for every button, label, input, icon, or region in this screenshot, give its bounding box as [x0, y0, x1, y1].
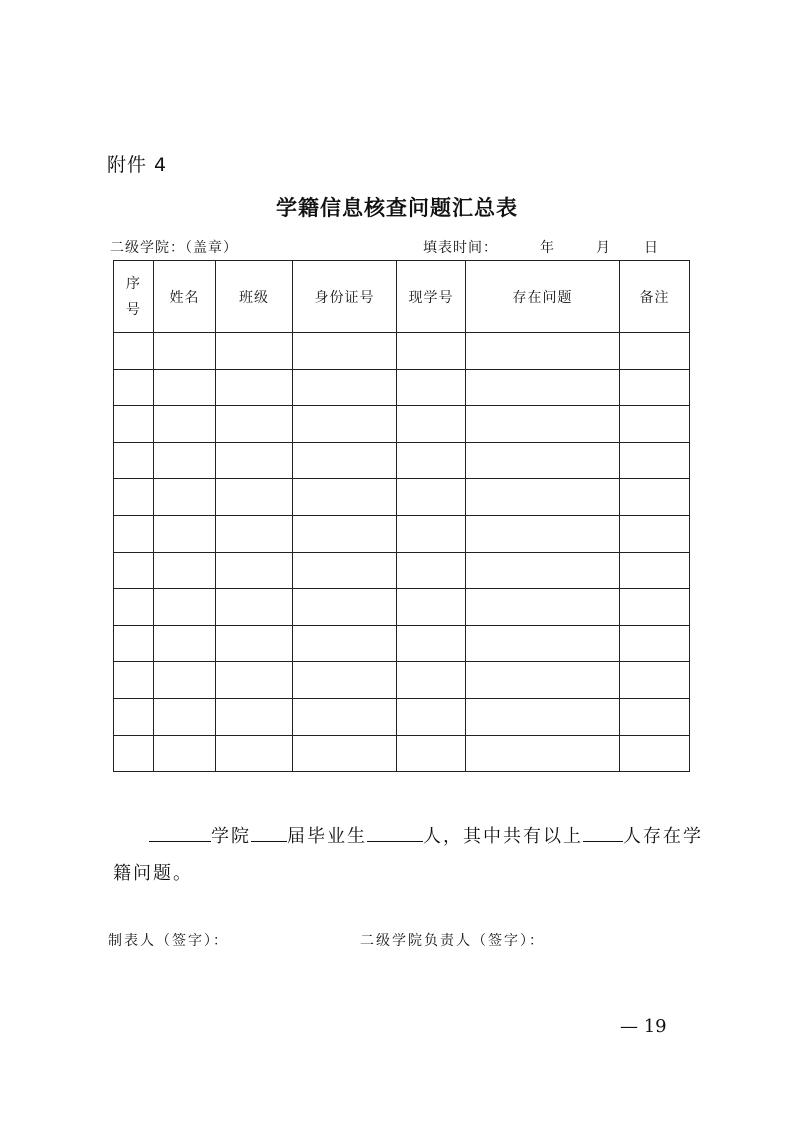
- table-cell[interactable]: [216, 333, 293, 370]
- table-row: [114, 552, 690, 589]
- table-cell[interactable]: [620, 442, 690, 479]
- paragraph-part-2: 届毕业生: [287, 826, 367, 847]
- table-cell[interactable]: [397, 333, 466, 370]
- problem-count-blank[interactable]: [583, 819, 623, 842]
- table-cell[interactable]: [397, 479, 466, 516]
- table-cell[interactable]: [466, 662, 620, 699]
- table-row: [114, 479, 690, 516]
- table-cell[interactable]: [466, 735, 620, 772]
- table-cell[interactable]: [466, 552, 620, 589]
- table-cell[interactable]: [397, 625, 466, 662]
- table-cell[interactable]: [154, 406, 216, 443]
- table-cell[interactable]: [466, 589, 620, 626]
- column-header-issue: 存在问题: [466, 261, 620, 333]
- table-row: [114, 698, 690, 735]
- table-cell[interactable]: [620, 479, 690, 516]
- table-cell[interactable]: [216, 552, 293, 589]
- table-cell[interactable]: [114, 442, 154, 479]
- table-cell[interactable]: [154, 515, 216, 552]
- table-row: [114, 515, 690, 552]
- table-cell[interactable]: [154, 552, 216, 589]
- table-cell[interactable]: [114, 662, 154, 699]
- column-header-seq: [114, 261, 154, 333]
- table-cell[interactable]: [293, 369, 397, 406]
- paragraph-part-4: 人存在学籍问题。: [113, 826, 703, 884]
- table-cell[interactable]: [620, 589, 690, 626]
- table-cell[interactable]: [293, 662, 397, 699]
- table-row: [114, 333, 690, 370]
- table-cell[interactable]: [466, 406, 620, 443]
- seq-header-char-2: 号: [126, 301, 141, 318]
- table-cell[interactable]: [216, 369, 293, 406]
- table-cell[interactable]: [620, 515, 690, 552]
- table-cell[interactable]: [397, 515, 466, 552]
- table-cell[interactable]: [397, 406, 466, 443]
- table-cell[interactable]: [114, 589, 154, 626]
- table-cell[interactable]: [293, 735, 397, 772]
- table-cell[interactable]: [397, 369, 466, 406]
- table-cell[interactable]: [620, 698, 690, 735]
- table-cell[interactable]: [114, 698, 154, 735]
- table-row: [114, 735, 690, 772]
- table-cell[interactable]: [620, 406, 690, 443]
- table-cell[interactable]: [293, 479, 397, 516]
- table-row: [114, 589, 690, 626]
- graduate-count-blank[interactable]: [367, 819, 423, 842]
- table-cell[interactable]: [466, 369, 620, 406]
- table-cell[interactable]: [466, 515, 620, 552]
- table-cell[interactable]: [216, 442, 293, 479]
- table-cell[interactable]: [154, 333, 216, 370]
- month-label: 月: [596, 240, 610, 256]
- table-cell[interactable]: [216, 479, 293, 516]
- page-number: — 19: [620, 1016, 667, 1037]
- table-cell[interactable]: [154, 662, 216, 699]
- table-row: [114, 625, 690, 662]
- table-row: [114, 406, 690, 443]
- table-cell[interactable]: [154, 589, 216, 626]
- table-cell[interactable]: [620, 662, 690, 699]
- table-row: [114, 662, 690, 699]
- table-cell[interactable]: [216, 406, 293, 443]
- table-cell[interactable]: [620, 735, 690, 772]
- table-cell[interactable]: [620, 552, 690, 589]
- column-header-name: 姓名: [154, 261, 216, 333]
- table-cell[interactable]: [397, 698, 466, 735]
- table-cell[interactable]: [114, 369, 154, 406]
- table-header-row: [114, 261, 690, 333]
- table-cell[interactable]: [216, 625, 293, 662]
- table-cell[interactable]: [620, 333, 690, 370]
- table-cell[interactable]: [114, 552, 154, 589]
- table-cell[interactable]: [154, 442, 216, 479]
- table-cell[interactable]: [114, 735, 154, 772]
- table-cell[interactable]: [397, 662, 466, 699]
- table-cell[interactable]: [466, 625, 620, 662]
- table-cell[interactable]: [293, 625, 397, 662]
- table-cell[interactable]: [154, 479, 216, 516]
- table-cell[interactable]: [114, 406, 154, 443]
- attachment-label: 附件 4: [107, 154, 168, 176]
- table-cell[interactable]: [293, 515, 397, 552]
- table-row: [114, 442, 690, 479]
- table-cell[interactable]: [114, 625, 154, 662]
- document-title: 学籍信息核查问题汇总表: [276, 195, 518, 220]
- table-cell[interactable]: [216, 698, 293, 735]
- year-label: 年: [540, 240, 554, 256]
- table-cell[interactable]: [114, 479, 154, 516]
- table-cell[interactable]: [293, 406, 397, 443]
- seq-header-char-1: 序: [126, 275, 141, 292]
- table-cell[interactable]: [293, 589, 397, 626]
- table-cell[interactable]: [293, 698, 397, 735]
- fill-date-label: 填表时间：: [423, 240, 498, 256]
- table-cell[interactable]: [293, 552, 397, 589]
- table-cell[interactable]: [293, 333, 397, 370]
- table-cell[interactable]: [154, 369, 216, 406]
- table-cell[interactable]: [114, 515, 154, 552]
- table-row: [114, 369, 690, 406]
- table-cell[interactable]: [466, 479, 620, 516]
- summary-table: [113, 260, 690, 772]
- paragraph-part-3: 人，其中共有以上: [423, 826, 583, 847]
- table-cell[interactable]: [154, 735, 216, 772]
- column-header-remarks: 备注: [620, 261, 690, 333]
- table-cell[interactable]: [216, 515, 293, 552]
- college-head-signature-label: 二级学院负责人（签字）：: [360, 933, 545, 949]
- graduation-year-blank[interactable]: [251, 819, 287, 842]
- column-header-class: 班级: [216, 261, 293, 333]
- day-label: 日: [644, 240, 658, 256]
- college-stamp-label: 二级学院：（盖章）: [110, 240, 238, 256]
- table-cell[interactable]: [466, 442, 620, 479]
- table-cell[interactable]: [293, 442, 397, 479]
- preparer-signature-label: 制表人（签字）：: [108, 933, 229, 949]
- table-cell[interactable]: [216, 735, 293, 772]
- paragraph-part-1: 学院: [211, 826, 251, 847]
- table-cell[interactable]: [397, 735, 466, 772]
- table-cell[interactable]: [620, 625, 690, 662]
- table-cell[interactable]: [397, 442, 466, 479]
- table-cell[interactable]: [154, 625, 216, 662]
- table-cell[interactable]: [216, 662, 293, 699]
- table-cell[interactable]: [397, 589, 466, 626]
- table-cell[interactable]: [466, 333, 620, 370]
- table-cell[interactable]: [114, 333, 154, 370]
- table-cell[interactable]: [397, 552, 466, 589]
- college-name-blank[interactable]: [149, 819, 211, 842]
- column-header-id-number: 身份证号: [293, 261, 397, 333]
- table-cell[interactable]: [466, 698, 620, 735]
- table-cell[interactable]: [154, 698, 216, 735]
- table-cell[interactable]: [216, 589, 293, 626]
- summary-paragraph: [113, 818, 703, 892]
- table-cell[interactable]: [620, 369, 690, 406]
- column-header-student-id: 现学号: [397, 261, 466, 333]
